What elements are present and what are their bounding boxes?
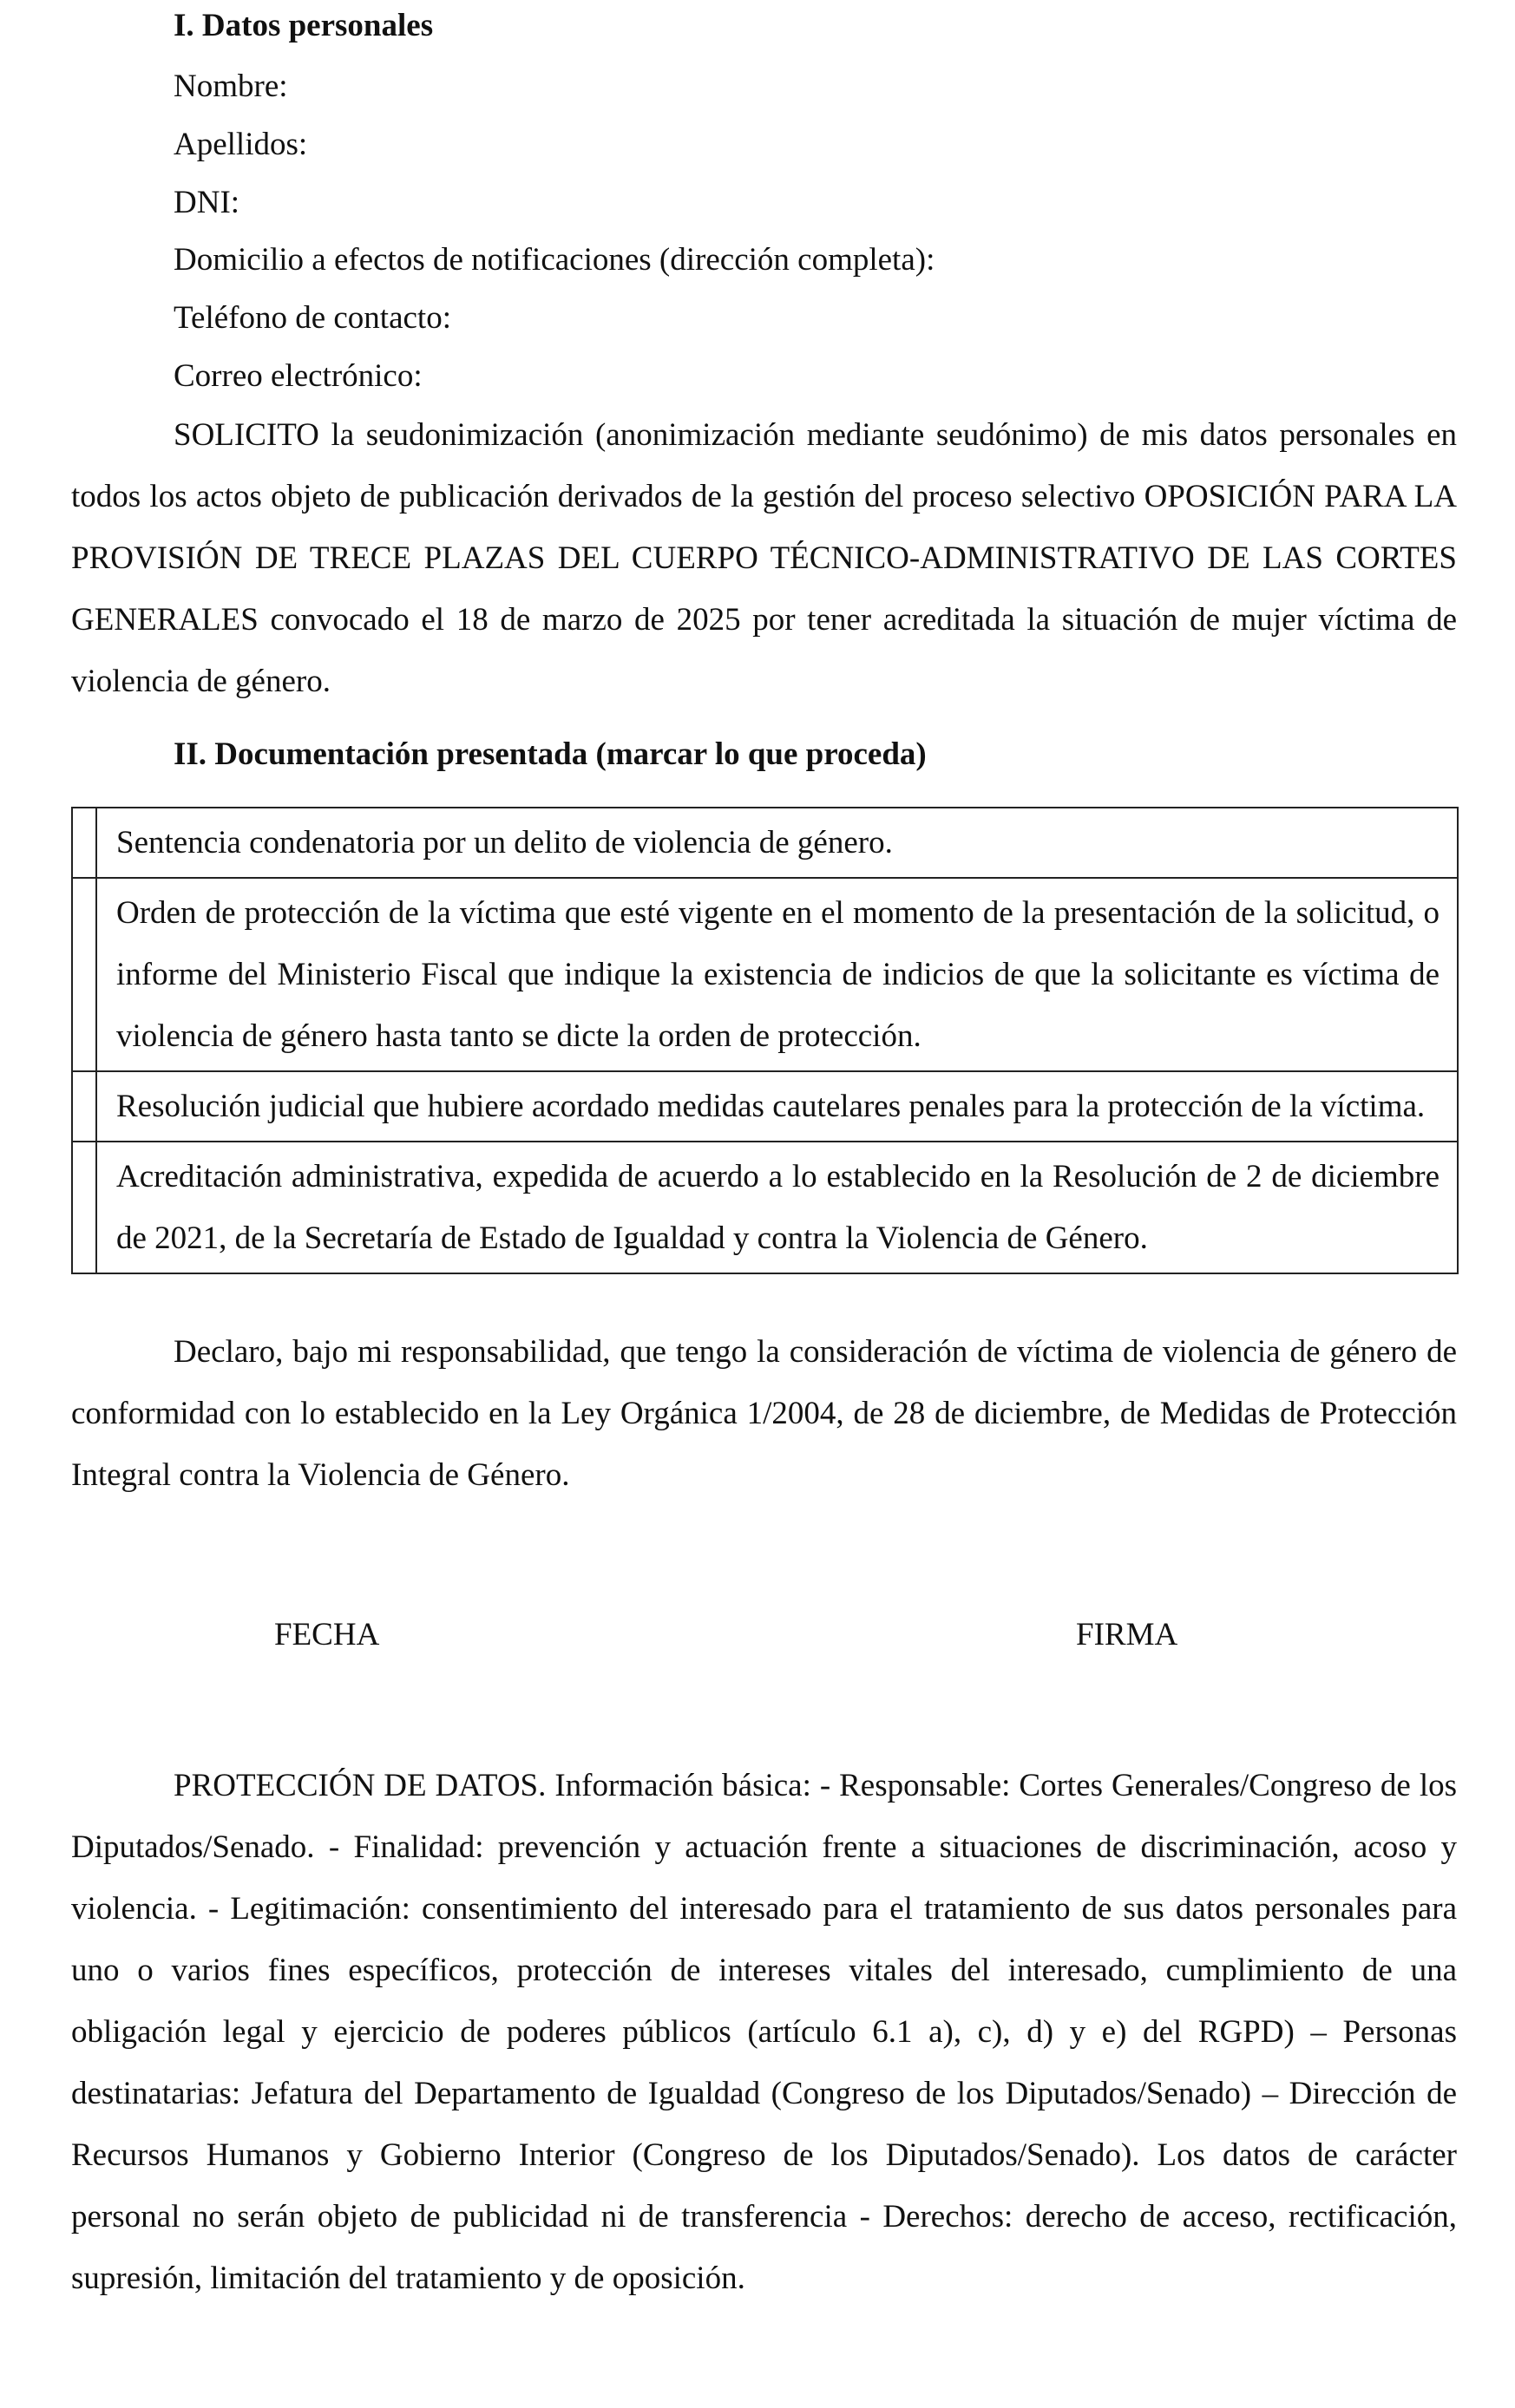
date-label: FECHA	[274, 1617, 380, 1652]
data-protection-paragraph: PROTECCIÓN DE DATOS. Información básica: - Responsable: Cortes Generales/Congreso de los Diputados/Senado. - Finalidad: prevención y actuación frente a situaciones de discriminación, acoso y violencia. - Legitimación: consentimiento del interesado para el tratamiento de sus datos personales para uno o varios fines específicos, protección de intereses vitales del interesado, cumplimiento de una obligación legal y ejercicio de poderes públicos (artículo 6.1 a), c), d) y e) del RGPD) – Personas destinatarias: Jefatura del Departamento de Igualdad (Congreso de los Diputados/Senado) – Dirección de Recursos Humanos y Gobierno Interior (Congreso de los Diputados/Senado). Los datos de carácter personal no serán objeto de publicidad ni de transferencia - Derechos: derecho de acceso, rectificación, supresión, limitación del tratamiento y de oposición.	[71, 1768, 1457, 2296]
doc-option-sentencia: Sentencia condenatoria por un delito de violencia de género.	[96, 808, 1458, 878]
doc-option-orden-proteccion: Orden de protección de la víctima que esté vigente en el momento de la presentación de la solicitud, o informe del Ministerio Fiscal que indique la existencia de indicios de que la solicitante es víctima de violencia de género hasta tanto se dicte la orden de protección.	[96, 878, 1458, 1071]
documentation-table	[71, 807, 1459, 1274]
field-apellidos: Apellidos:	[174, 127, 308, 162]
section-documentation-title: II. Documentación presentada (marcar lo que proceda)	[174, 736, 927, 772]
request-paragraph: SOLICITO la seudonimización (anonimización mediante seudónimo) de mis datos personales en todos los actos objeto de publicación derivados de la gestión del proceso selectivo OPOSICIÓN PARA LA PROVISIÓN DE TRECE PLAZAS DEL CUERPO TÉCNICO-ADMINISTRATIVO DE LAS CORTES GENERALES convocado el 18 de marzo de 2025 por tener acreditada la situación de mujer víctima de violencia de género.	[71, 417, 1457, 699]
signature-label: FIRMA	[1076, 1617, 1178, 1652]
field-dni: DNI:	[174, 185, 240, 220]
doc-option-row	[72, 808, 1458, 878]
field-nombre: Nombre:	[174, 69, 288, 104]
declaration-paragraph: Declaro, bajo mi responsabilidad, que tengo la consideración de víctima de violencia de género de conformidad con lo establecido en la Ley Orgánica 1/2004, de 28 de diciembre, de Medidas de Protección Integral contra la Violencia de Género.	[71, 1334, 1457, 1493]
field-correo: Correo electrónico:	[174, 358, 423, 394]
doc-option-row	[72, 878, 1458, 1071]
doc-option-resolucion-judicial: Resolución judicial que hubiere acordado medidas cautelares penales para la protección de la víctima.	[96, 1071, 1458, 1142]
section-personal-data-title: I. Datos personales	[174, 8, 434, 43]
doc-option-row	[72, 1071, 1458, 1142]
doc-checkbox-acreditacion[interactable]	[72, 1142, 96, 1273]
doc-option-acreditacion: Acreditación administrativa, expedida de acuerdo a lo establecido en la Resolución de 2 de diciembre de 2021, de la Secretaría de Estado de Igualdad y contra la Violencia de Género.	[96, 1142, 1458, 1273]
doc-option-row	[72, 1142, 1458, 1273]
doc-checkbox-sentencia[interactable]	[72, 808, 96, 878]
field-telefono: Teléfono de contacto:	[174, 300, 451, 336]
field-domicilio: Domicilio a efectos de notificaciones (dirección completa):	[174, 242, 935, 278]
doc-checkbox-orden-proteccion[interactable]	[72, 878, 96, 1071]
doc-checkbox-resolucion-judicial[interactable]	[72, 1071, 96, 1142]
